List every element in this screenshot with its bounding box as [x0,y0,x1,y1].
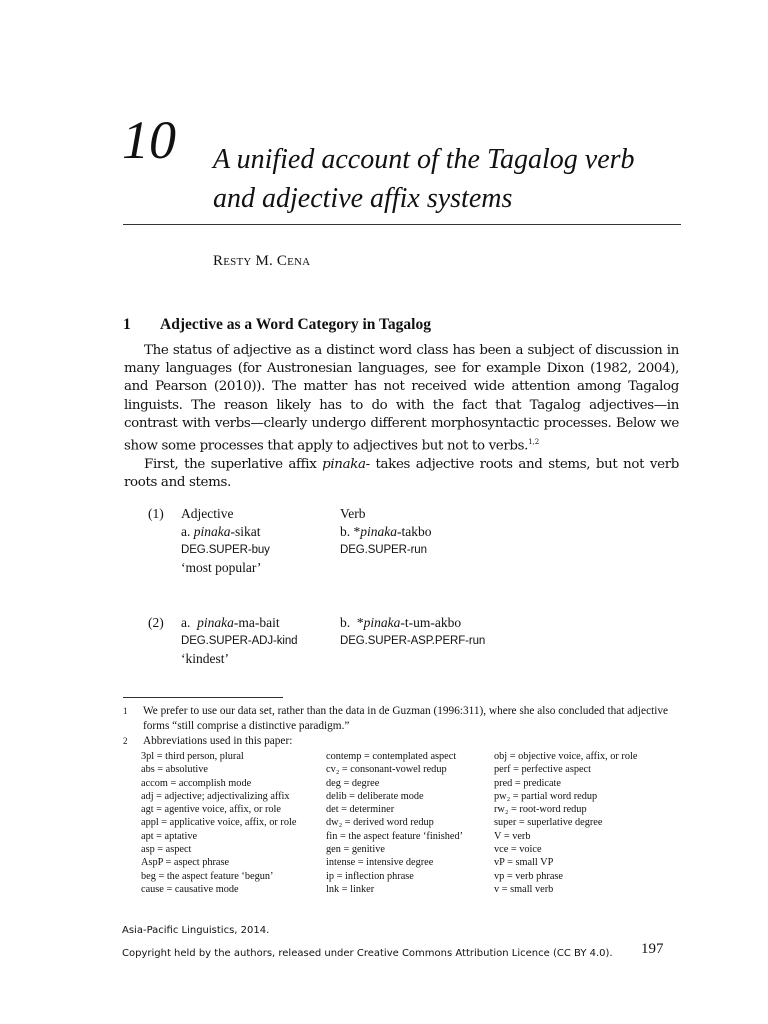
abbreviation-entry: gen = genitive [326,844,385,856]
example-2a-root: -ma-bait [233,615,280,630]
abbreviation-entry: 3pl = third person, plural [141,751,244,762]
chapter-title-line-1: A unified account of the Tagalog verb [213,144,635,175]
abbreviation-entry: v = small verb [494,883,554,895]
abbreviation-entry: contemp = contemplated aspect [326,751,457,762]
col-a-heading: Adjective [181,506,234,521]
example-2b-gloss: DEG.SUPER-ASP.PERF-run [340,635,486,647]
abbreviation-entry: obj = objective voice, affix, or role [494,751,638,762]
abbreviation-entry: fin = the aspect feature ‘finished’ [326,830,464,842]
abbreviation-entry: perf = perfective aspect [494,764,591,776]
example-2b-form [340,614,485,632]
abbreviation-entry: vP = small VP [494,857,554,869]
abbreviation-entry: AspP = aspect phrase [141,857,230,869]
paragraph-2 [124,456,679,492]
abbreviation-entry: adj = adjective; adjectivalizing affix [141,790,290,802]
footnote-reference[interactable]: 1,2 [528,438,540,447]
abbreviation-entry: beg = the aspect feature ‘begun’ [141,870,274,882]
abbreviation-entry: dw₂ = derived word redup [326,817,434,829]
title-divider [123,224,681,225]
abbreviation-entry: ip = inflection phrase [326,870,414,882]
abbreviation-entry: intense = intensive degree [326,857,434,869]
chapter-title [213,140,635,218]
section-number: 1 [123,316,131,333]
example-2a-translation: ‘kindest’ [181,651,229,666]
copyright-line: Copyright held by the authors, released under Creative Commons Attribution Licence (CC BY 4.0). [122,948,613,959]
abbreviation-entry: V = verb [494,830,531,842]
author-name: Resty M. Cena [213,253,311,269]
abbreviation-entry: cv₂ = consonant-vowel redup [326,764,447,776]
example-2a-form [181,614,297,632]
footnote-1-text: We prefer to use our data set, rather than the data in de Guzman (1996:311), where she also concluded that adjective forms “still comprise a distinctive paradigm.” [143,705,669,732]
example-2b-affix: pinaka [363,615,401,630]
section-title: Adjective as a Word Category in Tagalog [160,316,431,333]
abbreviation-entry: delib = deliberate mode [326,790,424,802]
footnote-2 [123,734,680,749]
example-2a-gloss: DEG.SUPER-ADJ-kind [181,635,298,647]
page-number: 197 [641,941,664,957]
example-1a-prefix: a. [181,524,194,539]
publisher-line: Asia-Pacific Linguistics, 2014. [122,925,270,936]
abbreviation-entry: abs = absolutive [141,764,209,776]
example-2b-root: -t-um-akbo [400,615,462,630]
abbreviation-entry: vce = voice [494,844,542,856]
example-1a-affix: pinaka [193,524,231,539]
example-1a-root: -sikat [230,524,261,539]
paragraph-1-text: The status of adjective as a distinct word class has been a subject of discussion in many languages (for Austronesian languages, see for example Dixon (1982, 2004), and Pearson (2010)). The matter has not received wide attention among Tagalog linguists. The reason likely has to do with the fact that Tagalog adjectives—in contrast with verbs—clearly undergo different morphosyntactic processes. Below we show some processes that apply to adjectives but not to verbs. [124,343,679,454]
example-2-col-b [340,614,485,650]
abbreviation-entry: lnk = linker [326,883,375,895]
footnote-1-mark: 1 [123,706,128,716]
example-1b-gloss: DEG.SUPER-run [340,544,427,556]
abbreviation-entry: vp = verb phrase [494,870,563,882]
body-text [124,342,679,492]
abbreviation-entry: super = superlative degree [494,817,603,829]
example-1b-prefix: b. * [340,524,361,539]
footnote-1 [123,704,680,733]
example-2a-prefix: a. [181,615,198,630]
example-1b-root: -takbo [397,524,432,539]
abbreviation-entry: pw₂ = partial word redup [494,790,598,802]
chapter-number: 10 [122,110,176,170]
example-1-label: (1) [148,506,164,521]
abbreviation-entry: agt = agentive voice, affix, or role [141,804,281,816]
abbrev-column-1 [141,750,296,896]
example-1a-gloss: DEG.SUPER-buy [181,544,270,556]
example-2b-prefix: b. * [340,615,364,630]
abbreviation-entry: asp = aspect [141,844,192,856]
abbreviation-entry: pred = predicate [494,777,561,789]
abbreviation-entry: deg = degree [326,777,380,789]
col-b-heading: Verb [340,506,366,521]
example-1b-affix: pinaka [360,524,397,539]
example-1-col-b [340,505,432,559]
example-1a-form [181,523,270,541]
example-2-label: (2) [148,615,164,630]
paragraph-2-text-end: takes adjective roots and stems, but not verb roots and stems. [124,456,679,490]
abbreviation-entry: appl = applicative voice, affix, or role [141,817,297,829]
example-1a-translation: ‘most popular’ [181,560,262,575]
abbrev-column-3 [494,750,637,896]
footnote-2-text: Abbreviations used in this paper: [143,735,293,747]
paragraph-1 [124,342,679,456]
abbreviation-entry: rw₂ = root-word redup [494,804,587,816]
abbrev-column-2 [326,750,463,896]
chapter-title-line-2: and adjective affix systems [213,183,513,214]
abbreviation-entry: accom = accomplish mode [141,777,252,789]
section-heading [123,316,431,334]
example-2-col-a [181,614,297,668]
abbreviation-entry: det = determiner [326,804,395,816]
abbreviation-entry: cause = causative mode [141,883,239,895]
abbreviation-entry: apt = aptative [141,830,198,842]
example-1-col-a [181,505,270,577]
footnote-2-mark: 2 [123,736,128,746]
example-1b-form [340,523,432,541]
paragraph-2-text: First, the superlative affix [144,456,323,472]
footnote-divider [123,697,283,698]
affix-term: pinaka- [322,456,370,472]
example-2a-affix: pinaka [197,615,234,630]
